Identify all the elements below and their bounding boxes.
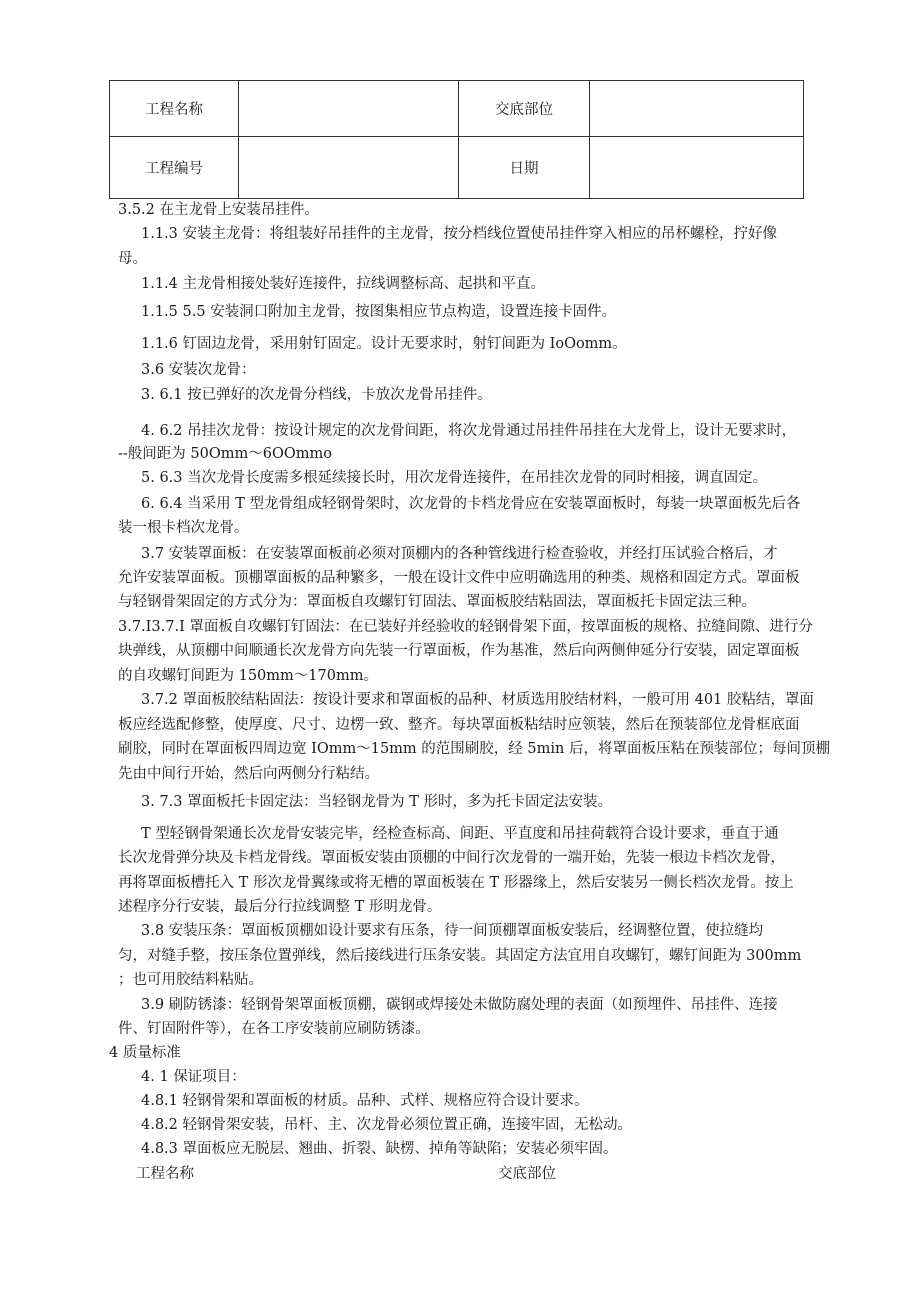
- text-line: 4 质量标准: [109, 1045, 181, 1061]
- text-line: 3.7.I3.7.I 罩面板自攻螺钉钉固法：在已装好并经验收的轻钢骨架下面，按罩面板的规格、拉缝间隙、进行分: [118, 619, 813, 635]
- text-line: 1.1.3 安装主龙骨：将组装好吊挂件的主龙骨，按分档线位置使吊挂件穿入相应的吊杯螺栓，拧好像: [141, 226, 777, 242]
- text-line: 4.8.3 罩面板应无脱层、翘曲、折裂、缺楞、掉角等缺陷；安装必须牢固。: [141, 1141, 618, 1157]
- text-line: 4.8.2 轻钢骨架安装，吊杆、主、次龙骨必须位置正确，连接牢固，无松动。: [141, 1117, 633, 1133]
- text-line: 5. 6.3 当次龙骨长度需多根延续接长时，用次龙骨连接件，在吊挂次龙骨的同时相接，调直固定。: [141, 470, 768, 486]
- text-line: 3.6 安装次龙骨：: [141, 362, 256, 378]
- text-line: 3.7.2 罩面板胶结粘固法：按设计要求和罩面板的品种、材质选用胶结材料，一般可用 401 胶粘结，罩面: [141, 692, 814, 708]
- text-line: 3. 6.1 按已弹好的次龙骨分档线，卡放次龙骨吊挂件。: [141, 387, 492, 403]
- text-line: 先由中间行开始，然后向两侧分行粘结。: [118, 766, 379, 782]
- text-line: T 型轻钢骨架通长次龙骨安装完毕，经检查标高、间距、平直度和吊挂荷载符合设计要求，垂直于通: [141, 826, 779, 842]
- text-line: 刷胶，同时在罩面板四周边宽 IOmm～15mm 的范围刷胶，经 5min 后，将罩面板压粘在预装部位；每间顶棚: [118, 741, 830, 757]
- text-line: 6. 6.4 当采用 T 型龙骨组成轻钢骨架时，次龙骨的卡档龙骨应在安装罩面板时，每装一块罩面板先后各: [141, 496, 801, 512]
- text-line: 匀，对缝手整，按压条位置弹线，然后接线进行压条安装。其固定方法宜用自攻螺钉，螺钉间距为 300mm: [118, 948, 802, 964]
- text-line: 3.7 安装罩面板：在安装罩面板前必须对顶棚内的各种管线进行检查验收，并经打压试验合格后，才: [141, 546, 778, 562]
- text-line: 再将罩面板槽托入 T 形次龙骨翼缘或将无槽的罩面板装在 T 形器缘上，然后安装另一侧长档次龙骨。按上: [118, 875, 794, 891]
- text-line: 块弹线，从顶棚中间顺通长次龙骨方向先装一行罩面板，作为基准，然后向两侧伸延分行安装，固定罩面板: [118, 643, 800, 659]
- text-line: 装一根卡档次龙骨。: [118, 520, 249, 536]
- text-line: 4. 1 保证项目：: [141, 1069, 246, 1085]
- text-line: ；也可用胶结料粘贴。: [118, 972, 263, 988]
- footer-project-name-label: 工程名称: [136, 1166, 194, 1182]
- text-line: 3.8 安装压条：罩面板顶棚如设计要求有压条，待一间顶棚罩面板安装后，经调整位置，使拉缝均: [141, 923, 764, 939]
- text-line: 3.9 刷防锈漆：轻钢骨架罩面板顶棚，碳钢或焊接处未做防腐处理的表面（如预埋件、吊挂件、连接: [141, 997, 778, 1013]
- project-number-label: 工程编号: [110, 137, 239, 199]
- text-line: 的自攻螺钉间距为 150mm～170mm。: [118, 668, 378, 684]
- text-line: 1.1.4 主龙骨相接处装好连接件，拉线调整标高、起拱和平直。: [141, 276, 546, 292]
- handover-part-value: [590, 81, 804, 137]
- text-line: 件、钉固附件等），在各工序安装前应刷防锈漆。: [118, 1021, 430, 1037]
- text-line: 3.5.2 在主龙骨上安装吊挂件。: [118, 202, 320, 218]
- project-name-label: 工程名称: [110, 81, 239, 137]
- project-name-value: [239, 81, 459, 137]
- text-line: 4.8.1 轻钢骨架和罩面板的材质。品种、式样、规格应符合设计要求。: [141, 1093, 589, 1109]
- footer-handover-part-label: 交底部位: [498, 1166, 556, 1182]
- text-line: 板应经选配修整，使厚度、尺寸、边楞一致、整齐。每块罩面板粘结时应领装，然后在预装部位龙骨框底面: [118, 717, 800, 733]
- text-line: 3. 7.3 罩面板托卡固定法：当轻钢龙骨为 T 形时，多为托卡固定法安装。: [141, 794, 612, 810]
- text-line: 母。: [118, 251, 147, 267]
- date-label: 日期: [459, 137, 590, 199]
- text-line: 4. 6.2 吊挂次龙骨：按设计规定的次龙骨间距，将次龙骨通过吊挂件吊挂在大龙骨上，设计无要求时，: [141, 423, 797, 439]
- text-line: 述程序分行安装，最后分行拉线调整 T 形明龙骨。: [118, 899, 442, 915]
- handover-part-label: 交底部位: [459, 81, 590, 137]
- date-value: [590, 137, 804, 199]
- text-line: 1.1.5 5.5 安装洞口附加主龙骨，按图集相应节点构造，设置连接卡固件。: [141, 304, 617, 320]
- text-line: --般间距为 50Omm～6OOmmo: [118, 446, 332, 462]
- text-line: 与轻钢骨架固定的方式分为：罩面板自攻螺钉钉固法、罩面板胶结粘固法，罩面板托卡固定法三种。: [118, 594, 756, 610]
- header-table: [109, 80, 804, 199]
- text-line: 长次龙骨弹分块及卡档龙骨线。罩面板安装由顶棚的中间行次龙骨的一端开始，先装一根边卡档次龙骨，: [118, 850, 785, 866]
- text-line: 1.1.6 钉固边龙骨，采用射钉固定。设计无要求时，射钉间距为 IoOomm。: [141, 336, 627, 352]
- text-line: 允许安装罩面板。顶棚罩面板的品种繁多，一般在设计文件中应明确选用的种类、规格和固定方式。罩面板: [118, 570, 800, 586]
- project-number-value: [239, 137, 459, 199]
